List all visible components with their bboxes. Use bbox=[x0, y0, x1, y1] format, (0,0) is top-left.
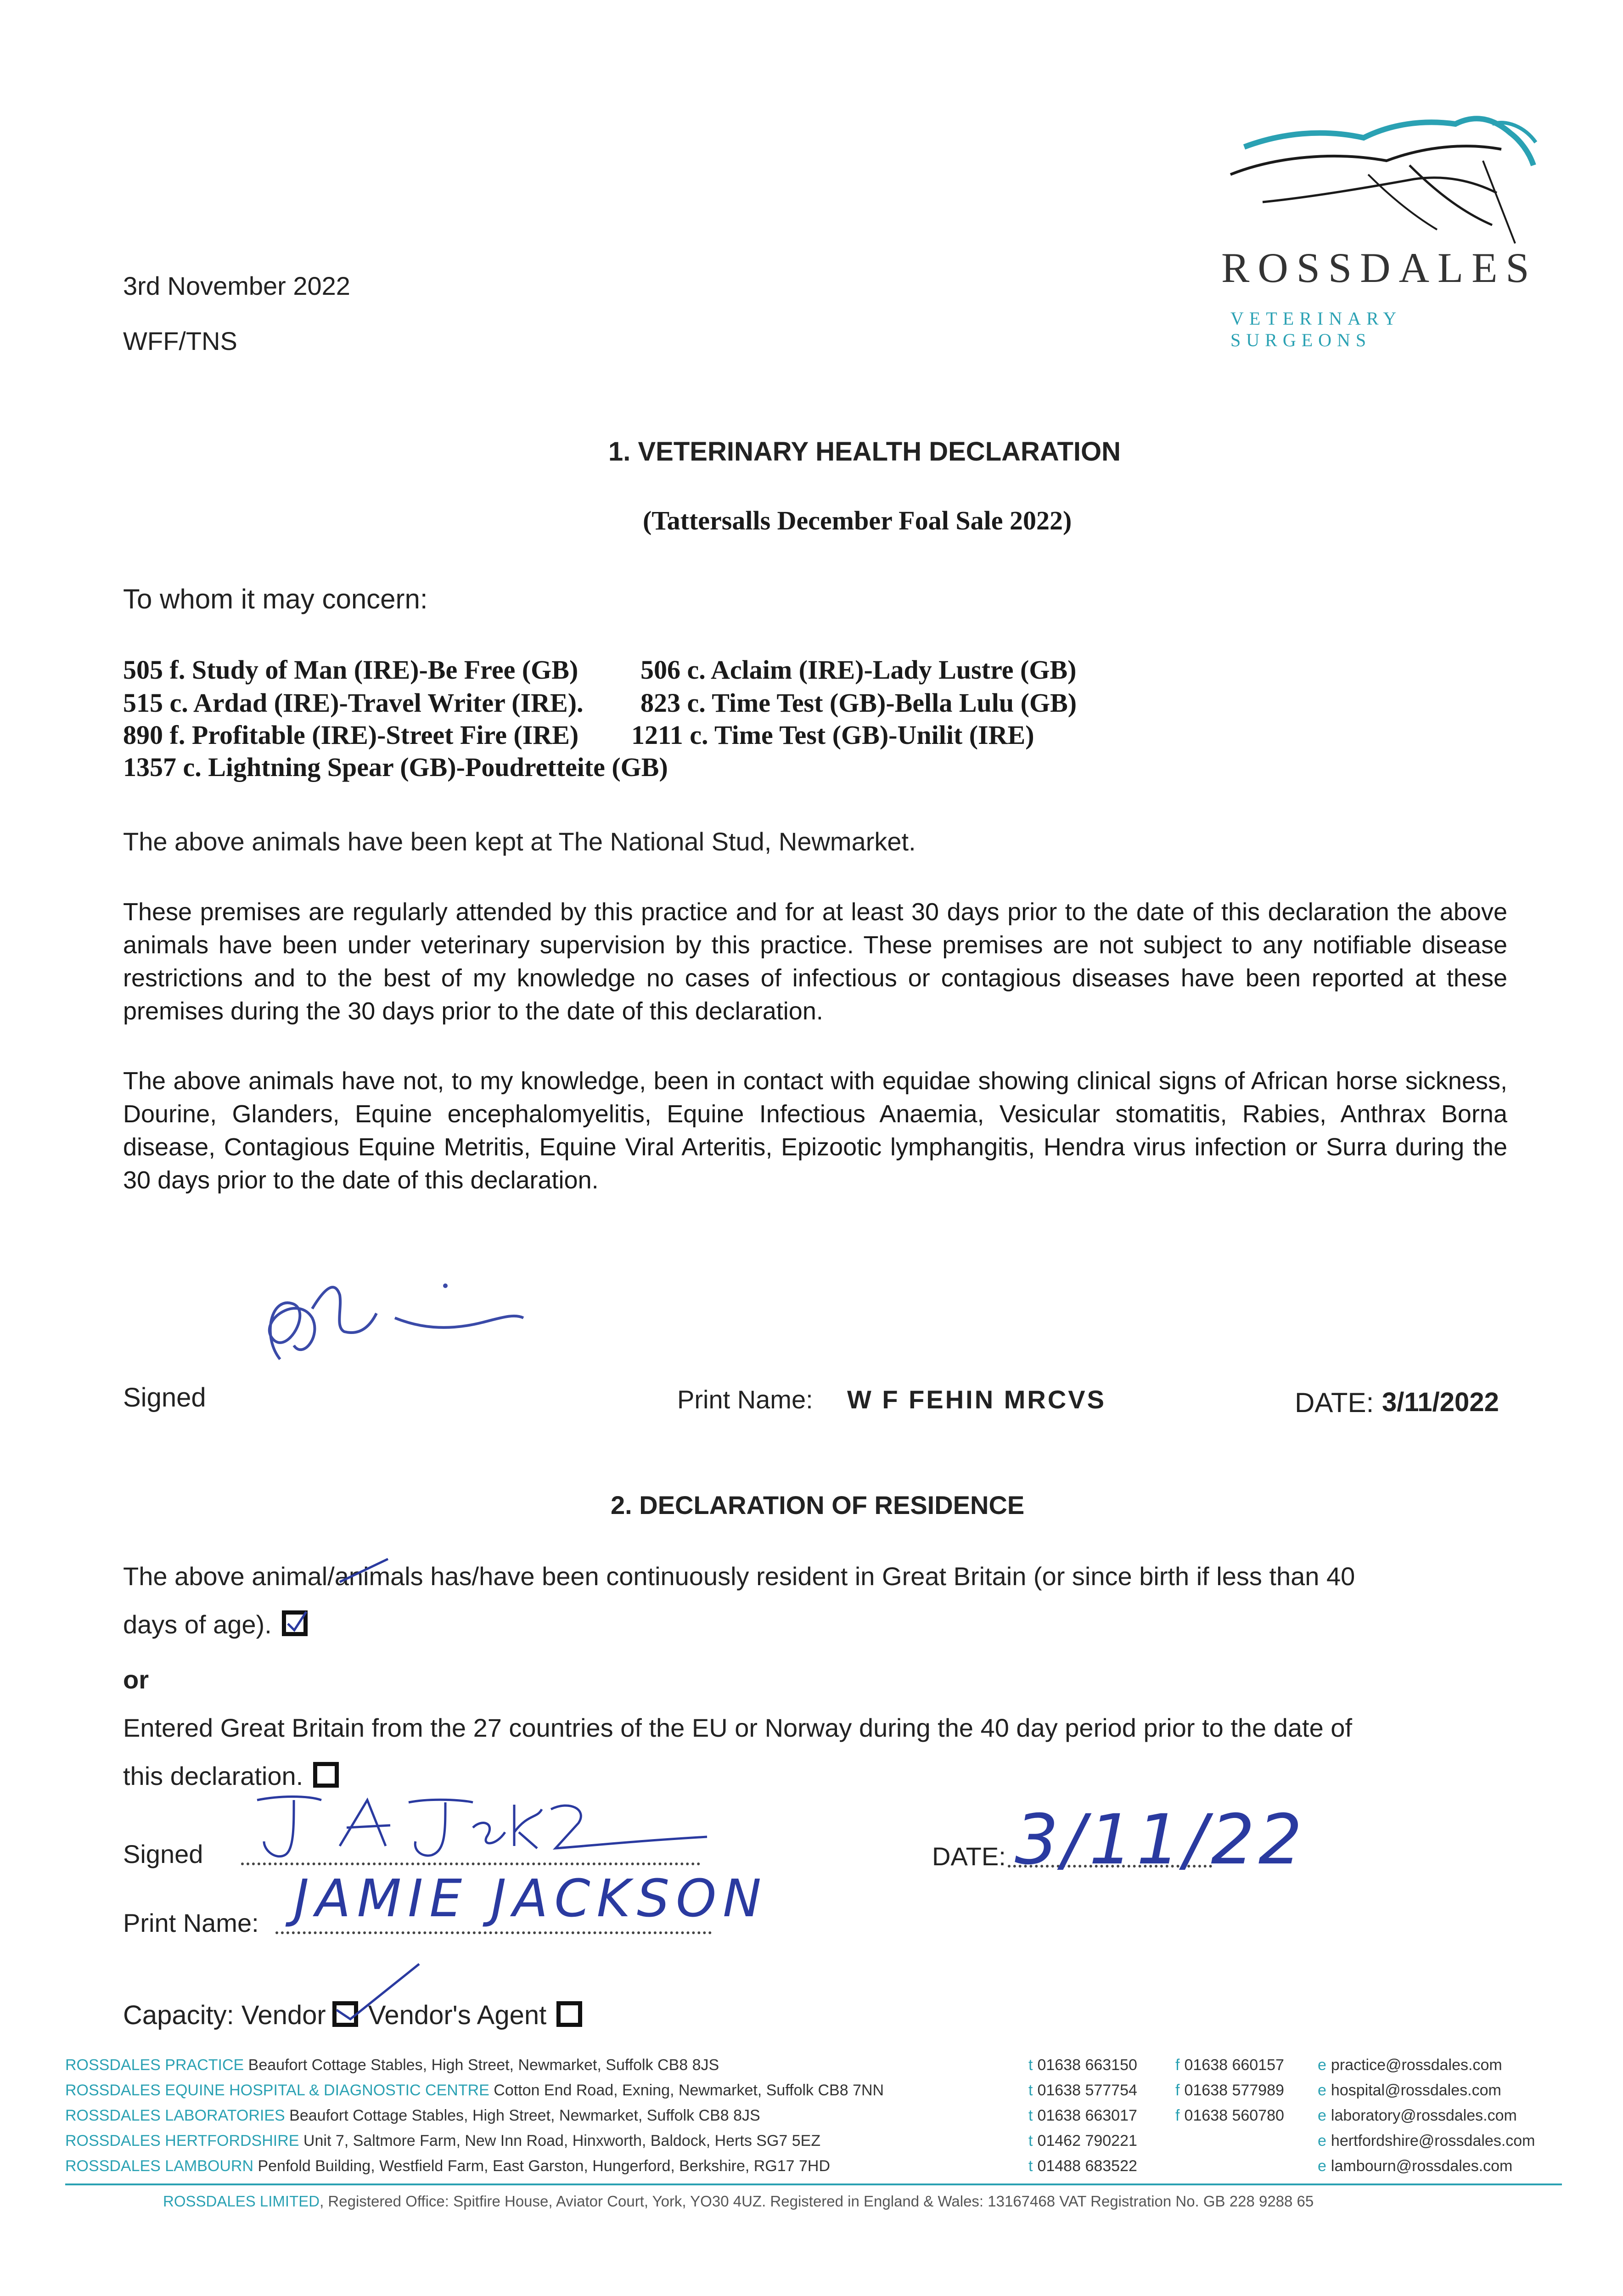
vendor-signature bbox=[239, 1782, 735, 1874]
fax-prefix: f bbox=[1175, 2107, 1180, 2124]
footer-office-name: ROSSDALES LAMBOURN bbox=[65, 2157, 253, 2175]
animal-823: 823 c. Time Test (GB)-Bella Lulu (GB) bbox=[640, 688, 1077, 718]
brand-logo bbox=[1217, 106, 1547, 350]
vet-date-label: DATE: bbox=[1295, 1387, 1374, 1418]
phone-prefix: t bbox=[1028, 2082, 1033, 2099]
animal-1357: 1357 c. Lightning Spear (GB)-Poudretteite (GB) bbox=[123, 752, 668, 782]
footer-email-3[interactable] bbox=[1318, 2132, 1535, 2150]
registration-details: , Registered Office: Spitfire House, Aviator Court, York, YO30 4UZ. Registered in England & Wales: 13167468 VAT Registration No. GB 228 9288 65 bbox=[320, 2193, 1314, 2210]
section2-title: 2. DECLARATION OF RESIDENCE bbox=[611, 1491, 1025, 1519]
animal-515: 515 c. Ardad (IRE)-Travel Writer (IRE). bbox=[123, 688, 584, 718]
fax-number: 01638 560780 bbox=[1184, 2107, 1284, 2124]
phone-number: 01462 790221 bbox=[1037, 2132, 1137, 2150]
para-kept-at: The above animals have been kept at The National Stud, Newmarket. bbox=[123, 827, 916, 856]
tick-mark-icon bbox=[327, 1959, 428, 2024]
footer-email-1[interactable] bbox=[1318, 2082, 1501, 2099]
fax-number: 01638 660157 bbox=[1184, 2056, 1284, 2074]
email-prefix: e bbox=[1318, 2082, 1326, 2099]
phone-number: 01638 577754 bbox=[1037, 2082, 1137, 2099]
footer-fax-1 bbox=[1175, 2082, 1284, 2099]
animal-505: 505 f. Study of Man (IRE)-Be Free (GB) bbox=[123, 655, 578, 685]
capacity-agent-label: Vendor's Agent bbox=[368, 2000, 547, 2030]
animal-1211: 1211 c. Time Test (GB)-Unilit (IRE) bbox=[631, 720, 1034, 750]
phone-prefix: t bbox=[1028, 2056, 1033, 2074]
footer-phone-1 bbox=[1028, 2082, 1137, 2099]
para-supervision: These premises are regularly attended by this practice and for at least 30 days prior to the date of this declaration the above animals have been under veterinary supervision by this practice. These premises are not subject to any notifiable disease restrictions and to the best of my knowledge no cases of infectious or contagious diseases have been reported at these premises during the 30 days prior to the date of this declaration. bbox=[123, 898, 1507, 1025]
email-address[interactable]: laboratory@rossdales.com bbox=[1331, 2107, 1517, 2124]
animal-506: 506 c. Aclaim (IRE)-Lady Lustre (GB) bbox=[640, 655, 1077, 685]
section1-subtitle: (Tattersalls December Foal Sale 2022) bbox=[643, 506, 1072, 535]
footer-office-address: Cotton End Road, Exning, Newmarket, Suffolk CB8 7NN bbox=[494, 2082, 884, 2099]
residence-option1-label: days of age). bbox=[123, 1610, 272, 1639]
residence-option1-line1: The above animal/animals has/have been continuously resident in Great Britain (or since birth if less than 40 bbox=[123, 1562, 1355, 1591]
vendors-agent-checkbox[interactable] bbox=[556, 2001, 582, 2027]
horse-logo-icon bbox=[1217, 106, 1547, 257]
footer-fax-0 bbox=[1175, 2056, 1284, 2074]
email-prefix: e bbox=[1318, 2056, 1326, 2074]
footer-office-address: Beaufort Cottage Stables, High Street, Newmarket, Suffolk CB8 8JS bbox=[289, 2107, 760, 2124]
brand-tagline: VETERINARY SURGEONS bbox=[1230, 308, 1401, 350]
resident-checkbox[interactable] bbox=[282, 1610, 308, 1636]
email-address[interactable]: hertfordshire@rossdales.com bbox=[1331, 2132, 1535, 2150]
footer-office-name: ROSSDALES HERTFORDSHIRE bbox=[65, 2132, 299, 2150]
letter-date: 3rd November 2022 bbox=[123, 271, 350, 300]
capacity-vendor-label: Capacity: Vendor bbox=[123, 2000, 326, 2030]
email-prefix: e bbox=[1318, 2107, 1326, 2124]
footer-phone-2 bbox=[1028, 2107, 1137, 2125]
footer-email-4[interactable] bbox=[1318, 2157, 1512, 2175]
footer-email-0[interactable] bbox=[1318, 2056, 1502, 2074]
capacity-row bbox=[123, 2000, 582, 2031]
footer-divider bbox=[65, 2183, 1562, 2185]
para-contact: The above animals have not, to my knowledge, been in contact with equidae showing clinical signs of African horse sickness, Dourine, Glanders, Equine encephalomyelitis, Equine Infectious Anaemia, Vesicular stomatitis, Rabies, Anthrax Borna disease, Contagious Equine Metritis, Equine Viral Arteritis, Epizootic lymphangitis, Hendra virus infection or Surra during the 30 days prior to the date of this declaration. bbox=[123, 1067, 1507, 1194]
vet-print-name-value: W F FEHIN MRCVS bbox=[847, 1385, 1106, 1414]
phone-number: 01638 663150 bbox=[1037, 2056, 1137, 2074]
email-address[interactable]: lambourn@rossdales.com bbox=[1331, 2157, 1513, 2175]
animal-890: 890 f. Profitable (IRE)-Street Fire (IRE) bbox=[123, 720, 579, 750]
footer-office-address: Beaufort Cottage Stables, High Street, Newmarket, Suffolk CB8 8JS bbox=[248, 2056, 719, 2074]
vet-print-name-label: Print Name: bbox=[677, 1385, 813, 1414]
footer-office-address: Unit 7, Saltmore Farm, New Inn Road, Hinxworth, Baldock, Herts SG7 5EZ bbox=[303, 2132, 821, 2150]
footer-registration bbox=[163, 2193, 1314, 2210]
vendor-print-name-handwritten: JAMIE JACKSON bbox=[294, 1869, 768, 1929]
company-name: ROSSDALES LIMITED bbox=[163, 2193, 320, 2210]
residence-option2-label: this declaration. bbox=[123, 1761, 303, 1790]
footer-office-address: Penfold Building, Westfield Farm, East Garston, Hungerford, Berkshire, RG17 7HD bbox=[258, 2157, 831, 2175]
vendor-date-label: DATE: bbox=[932, 1842, 1006, 1871]
vendor-date-handwritten: 3/11/22 bbox=[1015, 1800, 1306, 1880]
footer-office-2 bbox=[65, 2107, 760, 2125]
vendor-print-name-line bbox=[275, 1931, 712, 1934]
footer-office-3 bbox=[65, 2132, 820, 2150]
footer-office-1 bbox=[65, 2082, 884, 2099]
phone-prefix: t bbox=[1028, 2132, 1033, 2150]
or-label: or bbox=[123, 1665, 149, 1694]
brand-name: ROSSDALES bbox=[1221, 244, 1538, 291]
strike-through-mark bbox=[337, 1557, 393, 1584]
phone-prefix: t bbox=[1028, 2107, 1033, 2124]
footer-office-0 bbox=[65, 2056, 719, 2074]
vet-signed-label: Signed bbox=[123, 1383, 206, 1412]
salutation: To whom it may concern: bbox=[123, 584, 428, 614]
vendor-print-name-label: Print Name: bbox=[123, 1908, 259, 1937]
phone-prefix: t bbox=[1028, 2157, 1033, 2175]
vendor-checkbox[interactable] bbox=[332, 2001, 358, 2027]
residence-option1-line2 bbox=[123, 1609, 308, 1639]
footer-fax-2 bbox=[1175, 2107, 1284, 2125]
section1-title: 1. VETERINARY HEALTH DECLARATION bbox=[608, 437, 1121, 467]
email-address[interactable]: hospital@rossdales.com bbox=[1331, 2082, 1501, 2099]
footer-office-name: ROSSDALES PRACTICE bbox=[65, 2056, 244, 2074]
phone-number: 01638 663017 bbox=[1037, 2107, 1137, 2124]
residence-option2-line1: Entered Great Britain from the 27 countries of the EU or Norway during the 40 day period prior to the date of bbox=[123, 1713, 1353, 1742]
letter-reference: WFF/TNS bbox=[123, 326, 237, 355]
footer-office-name: ROSSDALES LABORATORIES bbox=[65, 2107, 285, 2124]
vet-date-value: 3/11/2022 bbox=[1382, 1387, 1499, 1417]
footer-office-name: ROSSDALES EQUINE HOSPITAL & DIAGNOSTIC CENTRE bbox=[65, 2082, 489, 2099]
tick-mark-icon bbox=[283, 1610, 311, 1638]
fax-number: 01638 577989 bbox=[1184, 2082, 1284, 2099]
footer-phone-3 bbox=[1028, 2132, 1137, 2150]
footer-phone-0 bbox=[1028, 2056, 1137, 2074]
fax-prefix: f bbox=[1175, 2056, 1180, 2074]
vet-signature bbox=[243, 1267, 542, 1387]
footer-email-2[interactable] bbox=[1318, 2107, 1517, 2125]
fax-prefix: f bbox=[1175, 2082, 1180, 2099]
email-prefix: e bbox=[1318, 2132, 1326, 2150]
vendor-signed-label: Signed bbox=[123, 1840, 203, 1868]
footer-phone-4 bbox=[1028, 2157, 1137, 2175]
email-prefix: e bbox=[1318, 2157, 1326, 2175]
phone-number: 01488 683522 bbox=[1037, 2157, 1137, 2175]
email-address[interactable]: practice@rossdales.com bbox=[1331, 2056, 1502, 2074]
footer-office-4 bbox=[65, 2157, 830, 2175]
